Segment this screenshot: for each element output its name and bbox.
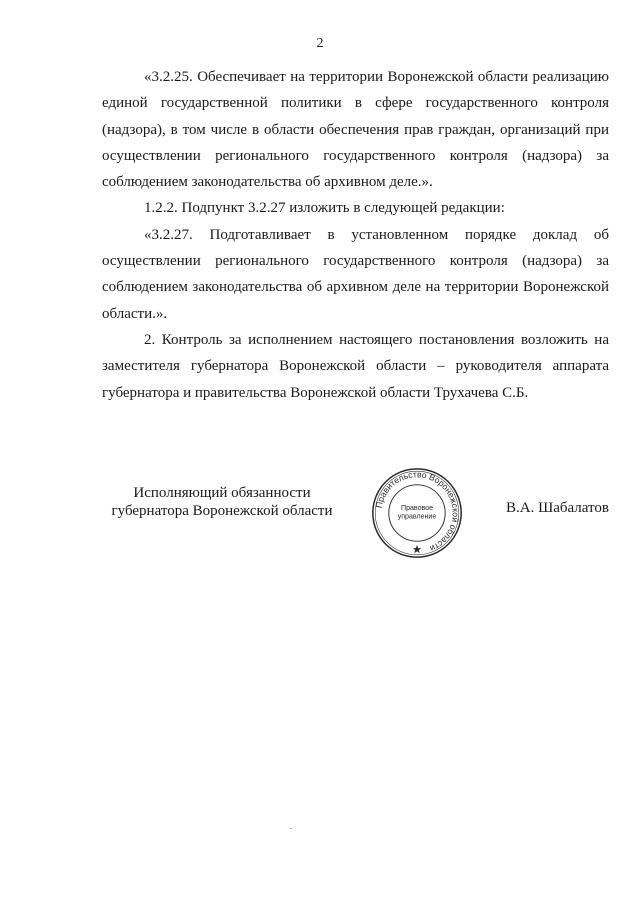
paragraph-3-2-25: «3.2.25. Обеспечивает на территории Воронежской области реализацию единой государственной политики в сфере государственного контроля (надзора), в том числе в области обеспечения прав граждан, организаций при осуществлении регионального государственного контроля (надзора) за соблюдением законодательства об архивном деле.».	[102, 69, 609, 191]
official-stamp	[370, 466, 464, 560]
stamp-center-line2: управление	[397, 513, 437, 521]
paragraph-3-2-27: «3.2.27. Подготавливает в установленном порядке доклад об осуществлении регионального государственного контроля (надзора) за соблюдением законодательства об архивном деле на территории Воронежской области.».	[102, 226, 609, 322]
paragraph-1-2-2: 1.2.2. Подпункт 3.2.27 изложить в следующей редакции:	[144, 200, 505, 217]
stamp-center-line1: Правовое	[401, 505, 433, 513]
signatory-title-line1: Исполняющий обязанности	[133, 485, 311, 501]
scan-mark	[290, 828, 292, 829]
paragraph-control: 2. Контроль за исполнением настоящего постановления возложить на заместителя губернатора Воронежской области – руководителя аппарата губернатора и правительства Воронежской области Трухачева С.Б.	[102, 331, 609, 401]
document-body	[102, 64, 609, 406]
signatory-title	[102, 484, 342, 520]
star-icon	[413, 545, 422, 553]
page-number: 2	[316, 36, 324, 51]
signatory-name: В.А. Шабалатов	[506, 500, 609, 516]
signatory-title-line2: губернатора Воронежской области	[111, 503, 333, 519]
stamp-ring-text: Правительство Воронежской области	[373, 469, 461, 554]
signature-block	[102, 469, 609, 560]
